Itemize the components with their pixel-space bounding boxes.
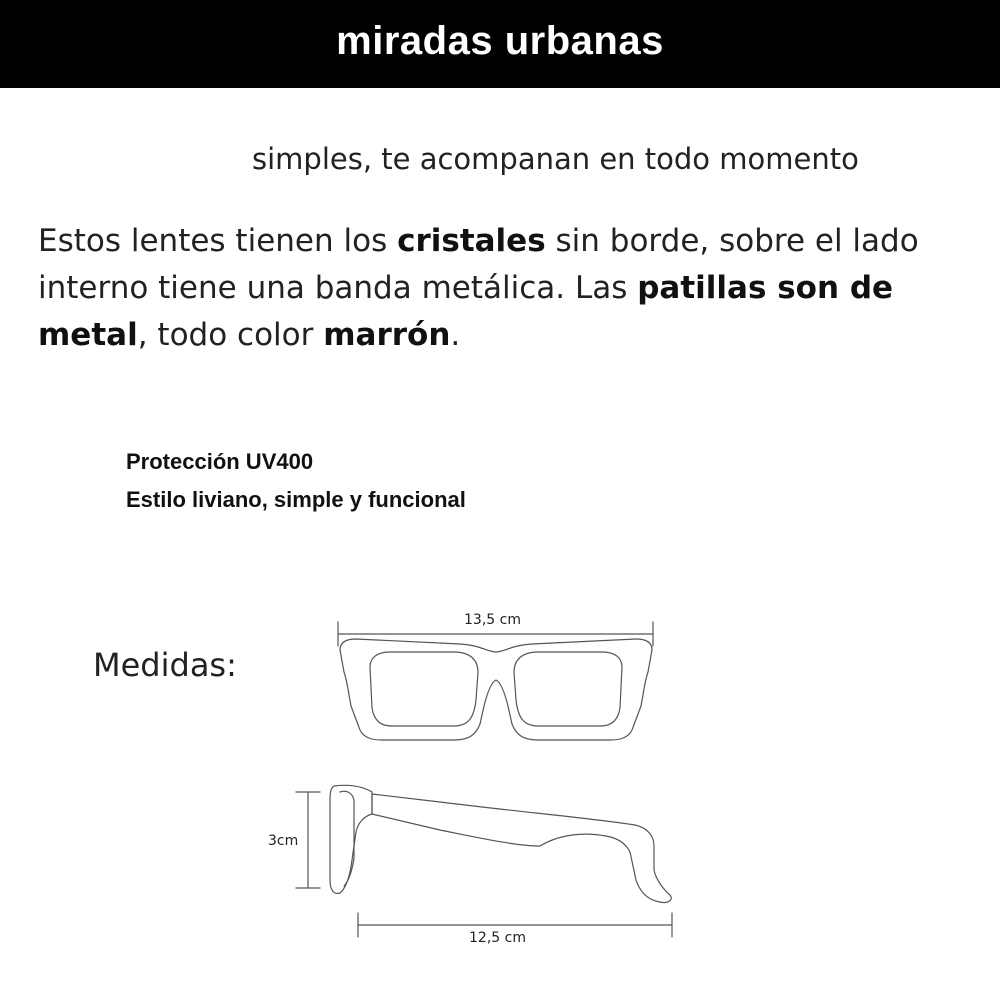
temple-dimension-line	[358, 913, 672, 937]
tagline: simples, te acompanan en todo momento	[252, 142, 859, 176]
front-dimension-line	[338, 622, 653, 646]
description-bold: cristales	[397, 223, 546, 259]
glasses-front-view-icon	[340, 639, 652, 740]
feature-item: Estilo liviano, simple y funcional	[126, 487, 466, 512]
front-width-label: 13,5 cm	[464, 612, 521, 628]
brand-title: miradas urbanas	[336, 18, 664, 63]
description-bold: patillas son de metal	[38, 270, 894, 353]
measures-label: Medidas:	[93, 646, 237, 684]
temple-length-label: 12,5 cm	[469, 930, 526, 946]
feature-item: Protección UV400	[126, 449, 314, 474]
description-text: sin borde, sobre el lado interno tiene una banda metálica. Las	[38, 223, 919, 306]
description-text: .	[450, 317, 461, 353]
glasses-side-view-icon	[330, 785, 671, 902]
description-text: Estos lentes tienen los	[38, 223, 398, 259]
height-label: 3cm	[268, 833, 299, 849]
description-text: , todo color	[137, 317, 324, 353]
height-dimension-line	[296, 792, 320, 888]
description-bold: marrón	[323, 317, 451, 353]
